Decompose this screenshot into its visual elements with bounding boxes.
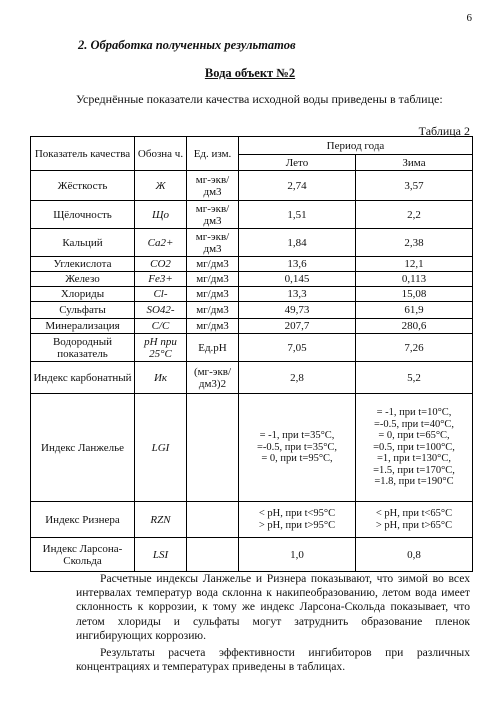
table-caption: Таблица 2 [418,124,470,138]
cell-unit: мг/дм3 [187,302,239,319]
ryznar-name: Индекс Ризнера [31,502,135,538]
cell-winter: 15,08 [356,287,473,302]
cell-line: < pH, при t<95°C [258,508,336,519]
cell-line: > pH, при t>65°C [375,519,453,531]
langelier-summer [239,394,356,502]
cell-summer: 2,74 [239,171,356,201]
cell-unit: мг-экв/дм3 [187,201,239,229]
table-row [31,287,473,302]
cell-name: Кальций [31,229,135,257]
larson-winter: 0,8 [356,538,473,572]
ryznar-unit-cell [187,502,239,538]
cell-line: =0.5, при t=100°C, [373,441,455,453]
cell-summer: 13,6 [239,257,356,272]
table-row [31,362,473,394]
object-title: Вода объект №2 [204,66,296,80]
cell-symbol: Ж [135,171,187,201]
cell-unit: мг-экв/дм3 [187,229,239,257]
water-quality-table [30,136,473,572]
paragraph-1: Расчетные индексы Ланжелье и Ризнера показывают, что зимой во всех интервалах температур вода склонна к накипеобразованию, летом вода имеет склонность к коррозии, к тому же индекс Ларсона-Скольда показывает, что летом хлориды и сульфаты могут затруднить образование пленок ингибирующих коррозию. [76,572,470,642]
table-row [31,319,473,334]
cell-unit: мг/дм3 [187,319,239,334]
cell-summer: 2,8 [239,362,356,394]
cell-line: = -1, при t=35°C, [259,430,335,442]
larson-name: Индекс Ларсона-Скольда [31,538,135,572]
cell-line: =-0.5, при t=35°C, [256,441,338,453]
cell-winter: 12,1 [356,257,473,272]
table-row [31,171,473,201]
langelier-winter [356,394,473,502]
footer-text [76,572,470,677]
cell-name: Щёлочность [31,201,135,229]
cell-line: =1.8, при t=190°C [374,476,454,488]
cell-symbol: C/C [135,319,187,334]
cell-unit: мг-экв/дм3 [187,171,239,201]
cell-symbol: Cl- [135,287,187,302]
cell-summer: 1,84 [239,229,356,257]
cell-summer: 13,3 [239,287,356,302]
cell-unit: мг/дм3 [187,287,239,302]
cell-symbol: SO42- [135,302,187,319]
table-row [31,302,473,319]
cell-winter: 2,2 [356,201,473,229]
cell-winter: 280,6 [356,319,473,334]
table-row [31,257,473,272]
table-row [31,334,473,362]
langelier-symbol: LGI [135,394,187,502]
cell-summer: 1,51 [239,201,356,229]
page-number: 6 [466,12,472,24]
ryznar-summer [239,502,356,538]
cell-line: > pH, при t>95°C [258,519,336,531]
header-summer: Лето [239,155,356,171]
cell-name: Индекс карбонатный [31,362,135,394]
langelier-name: Индекс Ланжелье [31,394,135,502]
larson-unit-cell [187,538,239,572]
table-body [31,171,473,394]
cell-unit: мг/дм3 [187,257,239,272]
larson-symbol: LSI [135,538,187,572]
cell-unit: Ед.pH [187,334,239,362]
cell-name: Жёсткость [31,171,135,201]
cell-name: Водородный показатель [31,334,135,362]
cell-summer: 207,7 [239,319,356,334]
cell-symbol: Fe3+ [135,272,187,287]
larson-summer: 1,0 [239,538,356,572]
cell-line: = -1, при t=10°C, [376,407,452,419]
ryznar-winter [356,502,473,538]
cell-name: Сульфаты [31,302,135,319]
table-row [31,272,473,287]
ryznar-symbol: RZN [135,502,187,538]
header-winter: Зима [356,155,473,171]
header-period: Период года [239,137,473,155]
cell-summer: 0,145 [239,272,356,287]
paragraph-2: Результаты расчета эффективности ингибиторов при различных концентрациях и температурах приведены в таблицах. [76,646,470,674]
cell-symbol: CO2 [135,257,187,272]
cell-symbol: pH при 25°C [135,334,187,362]
cell-winter: 7,26 [356,334,473,362]
cell-symbol: Що [135,201,187,229]
cell-winter: 5,2 [356,362,473,394]
cell-winter: 61,9 [356,302,473,319]
intro-text: Усреднённые показатели качества исходной воды приведены в таблице: [76,92,443,106]
cell-line: =1.5, при t=170°C, [373,464,455,476]
cell-winter: 0,113 [356,272,473,287]
header-unit: Ед. изм. [187,137,239,171]
cell-unit: мг/дм3 [187,272,239,287]
cell-line: = 0, при t=95°C, [261,453,333,465]
header-indicator: Показатель качества [31,137,135,171]
cell-line: = 0, при t=65°C, [378,430,450,442]
section-heading: 2. Обработка полученных результатов [78,38,296,52]
table-row [31,229,473,257]
cell-name: Хлориды [31,287,135,302]
cell-summer: 49,73 [239,302,356,319]
table-row [31,201,473,229]
cell-summer: 7,05 [239,334,356,362]
cell-line: =1, при t=130°C, [377,453,451,465]
cell-unit: (мг-экв/дм3)2 [187,362,239,394]
langelier-unit-cell [187,394,239,502]
cell-winter: 2,38 [356,229,473,257]
cell-winter: 3,57 [356,171,473,201]
cell-line: =-0.5, при t=40°C, [373,418,455,430]
cell-symbol: Ca2+ [135,229,187,257]
cell-symbol: Ик [135,362,187,394]
cell-name: Минерализация [31,319,135,334]
cell-name: Железо [31,272,135,287]
cell-line: < pH, при t<65°C [375,508,453,519]
header-designation: Обозна ч. [135,137,187,171]
cell-name: Углекислота [31,257,135,272]
